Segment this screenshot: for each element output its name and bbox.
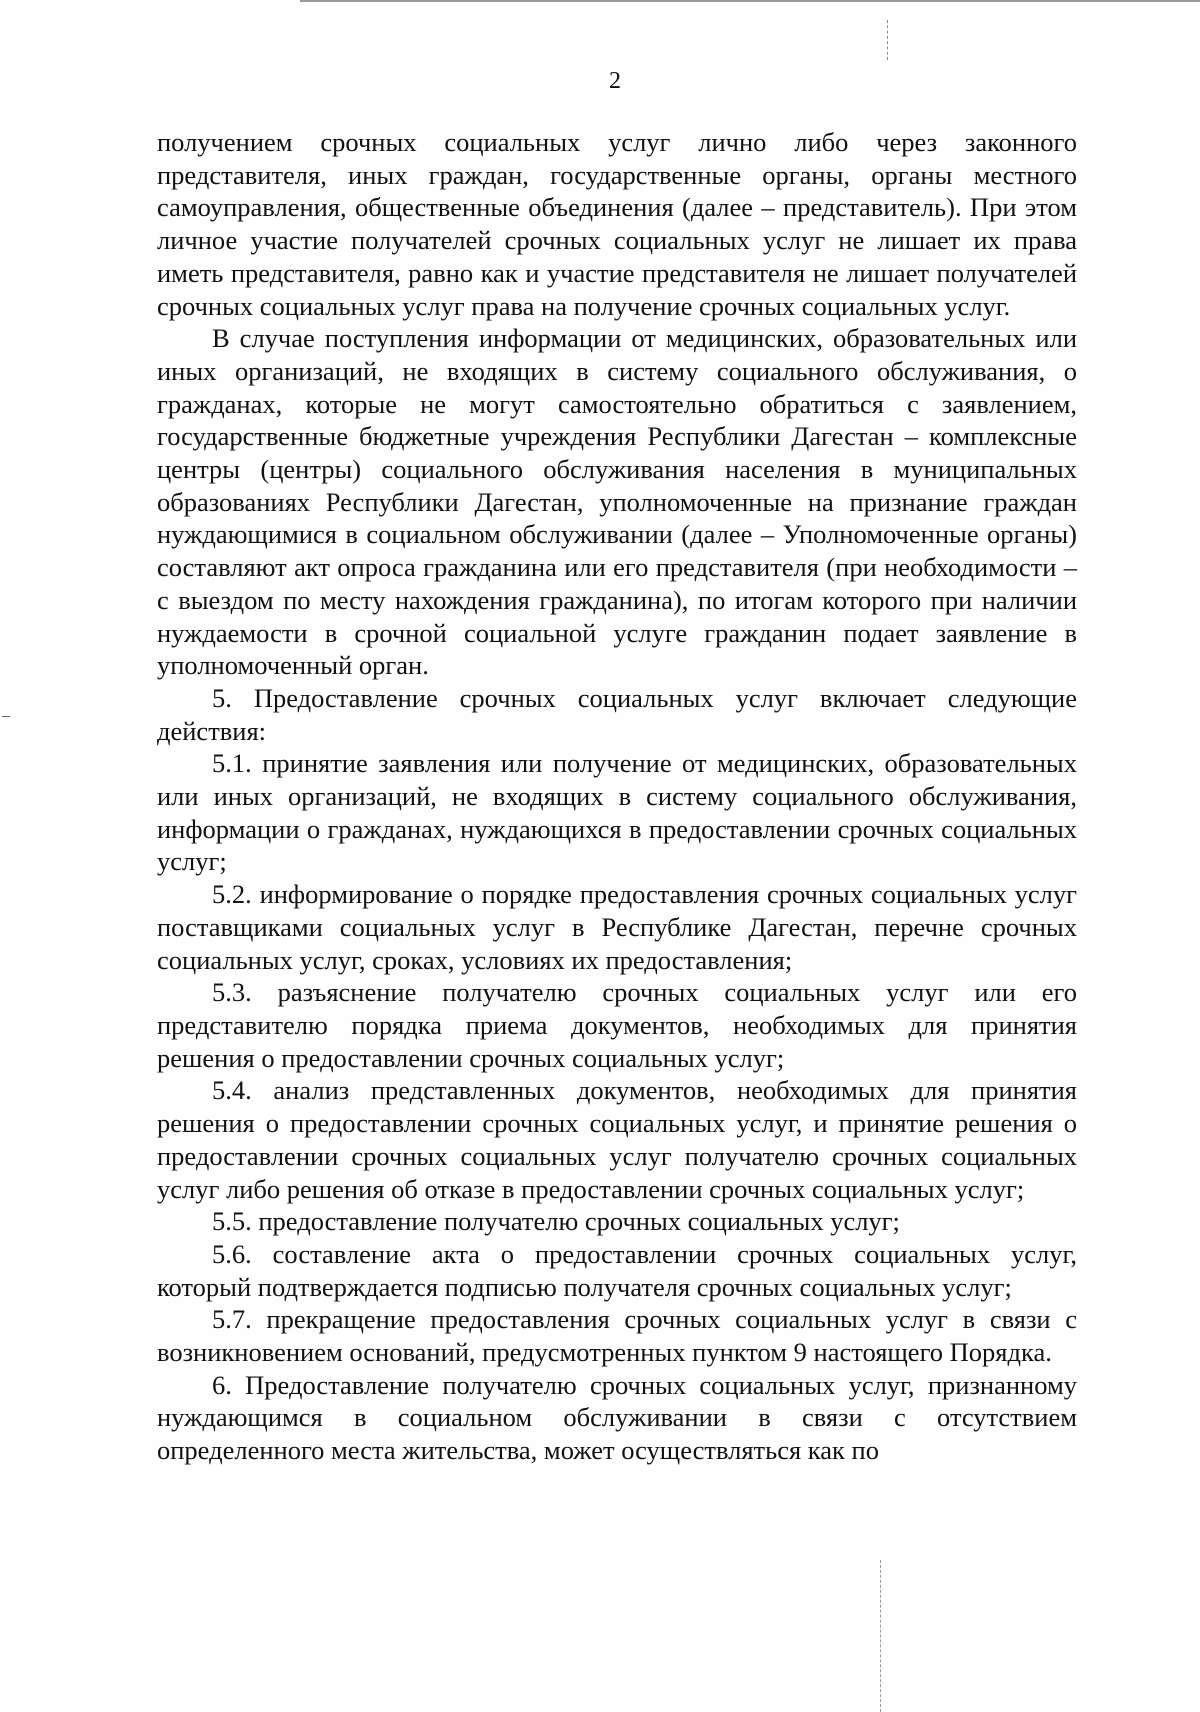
scan-fold-mark (887, 20, 889, 60)
scan-margin-mark (2, 716, 10, 717)
paragraph-info-receipt: В случае поступления информации от медицинских, образовательных или иных организаций, не входящих в систему социального обслуживания, о гражданах, которые не могут самостоятельно обратиться с заявлением, государственные бюджетные учреждения Республики Дагестан – комплексные центры (центры) социального обслуживания населения в муниципальных образованиях Республики Дагестан, уполномоченные на признание граждан нуждающимися в социальном обслуживании (далее – Уполномоченные органы) составляют акт опроса гражданина или его представителя (при необходимости – с выездом по месту нахождения гражданина), по итогам которого при наличии нуждаемости в срочной социальной услуге гражданин подает заявление в уполномоченный орган. (157, 323, 1077, 681)
paragraph-continuation: получением срочных социальных услуг лично либо через законного представителя, иных граждан, государственные органы, органы местного самоуправления, общественные объединения (далее – представитель). При этом личное участие получателей срочных социальных услуг не лишает их права иметь представителя, равно как и участие представителя не лишает получателей срочных социальных услуг права на получение срочных социальных услуг. (157, 127, 1077, 321)
paragraph-item-6: 6. Предоставление получателю срочных социальных услуг, признанному нуждающимся в социальном обслуживании в связи с отсутствием определенного места жительства, может осуществляться как по (157, 1369, 1077, 1466)
document-body (157, 126, 1077, 1467)
scan-edge-line (300, 0, 1200, 2)
paragraph-item-5-3: 5.3. разъяснение получателю срочных социальных услуг или его представителю порядка приема документов, необходимых для принятия решения о предоставлении срочных социальных услуг; (157, 977, 1077, 1073)
paragraph-item-5-5: 5.5. предоставление получателю срочных социальных услуг; (212, 1206, 900, 1237)
paragraph-item-5-6: 5.6. составление акта о предоставлении срочных социальных услуг, который подтверждается подписью получателя срочных социальных услуг; (157, 1238, 1077, 1302)
paragraph-item-5-1: 5.1. принятие заявления или получение от медицинских, образовательных или иных организаций, не входящих в систему социального обслуживания, информации о гражданах, нуждающихся в предоставлении срочных социальных услуг; (157, 748, 1077, 877)
page-number: 2 (609, 68, 621, 94)
paragraph-item-5-2: 5.2. информирование о порядке предоставления срочных социальных услуг поставщиками социальных услуг в Республике Дагестан, перечне срочных социальных услуг, сроках, условиях их предоставления; (157, 879, 1077, 975)
paragraph-item-5: 5. Предоставление срочных социальных услуг включает следующие действия: (157, 682, 1077, 746)
paragraph-item-5-7: 5.7. прекращение предоставления срочных социальных услуг в связи с возникновением оснований, предусмотренных пунктом 9 настоящего Порядка. (157, 1304, 1077, 1368)
scan-fold-mark-bottom (880, 1560, 882, 1712)
paragraph-item-5-4: 5.4. анализ представленных документов, необходимых для принятия решения о предоставлении срочных социальных услуг, и принятие решения о предоставлении срочных социальных услуг получателю срочных социальных услуг либо решения об отказе в предоставлении срочных социальных услуг; (157, 1075, 1077, 1204)
